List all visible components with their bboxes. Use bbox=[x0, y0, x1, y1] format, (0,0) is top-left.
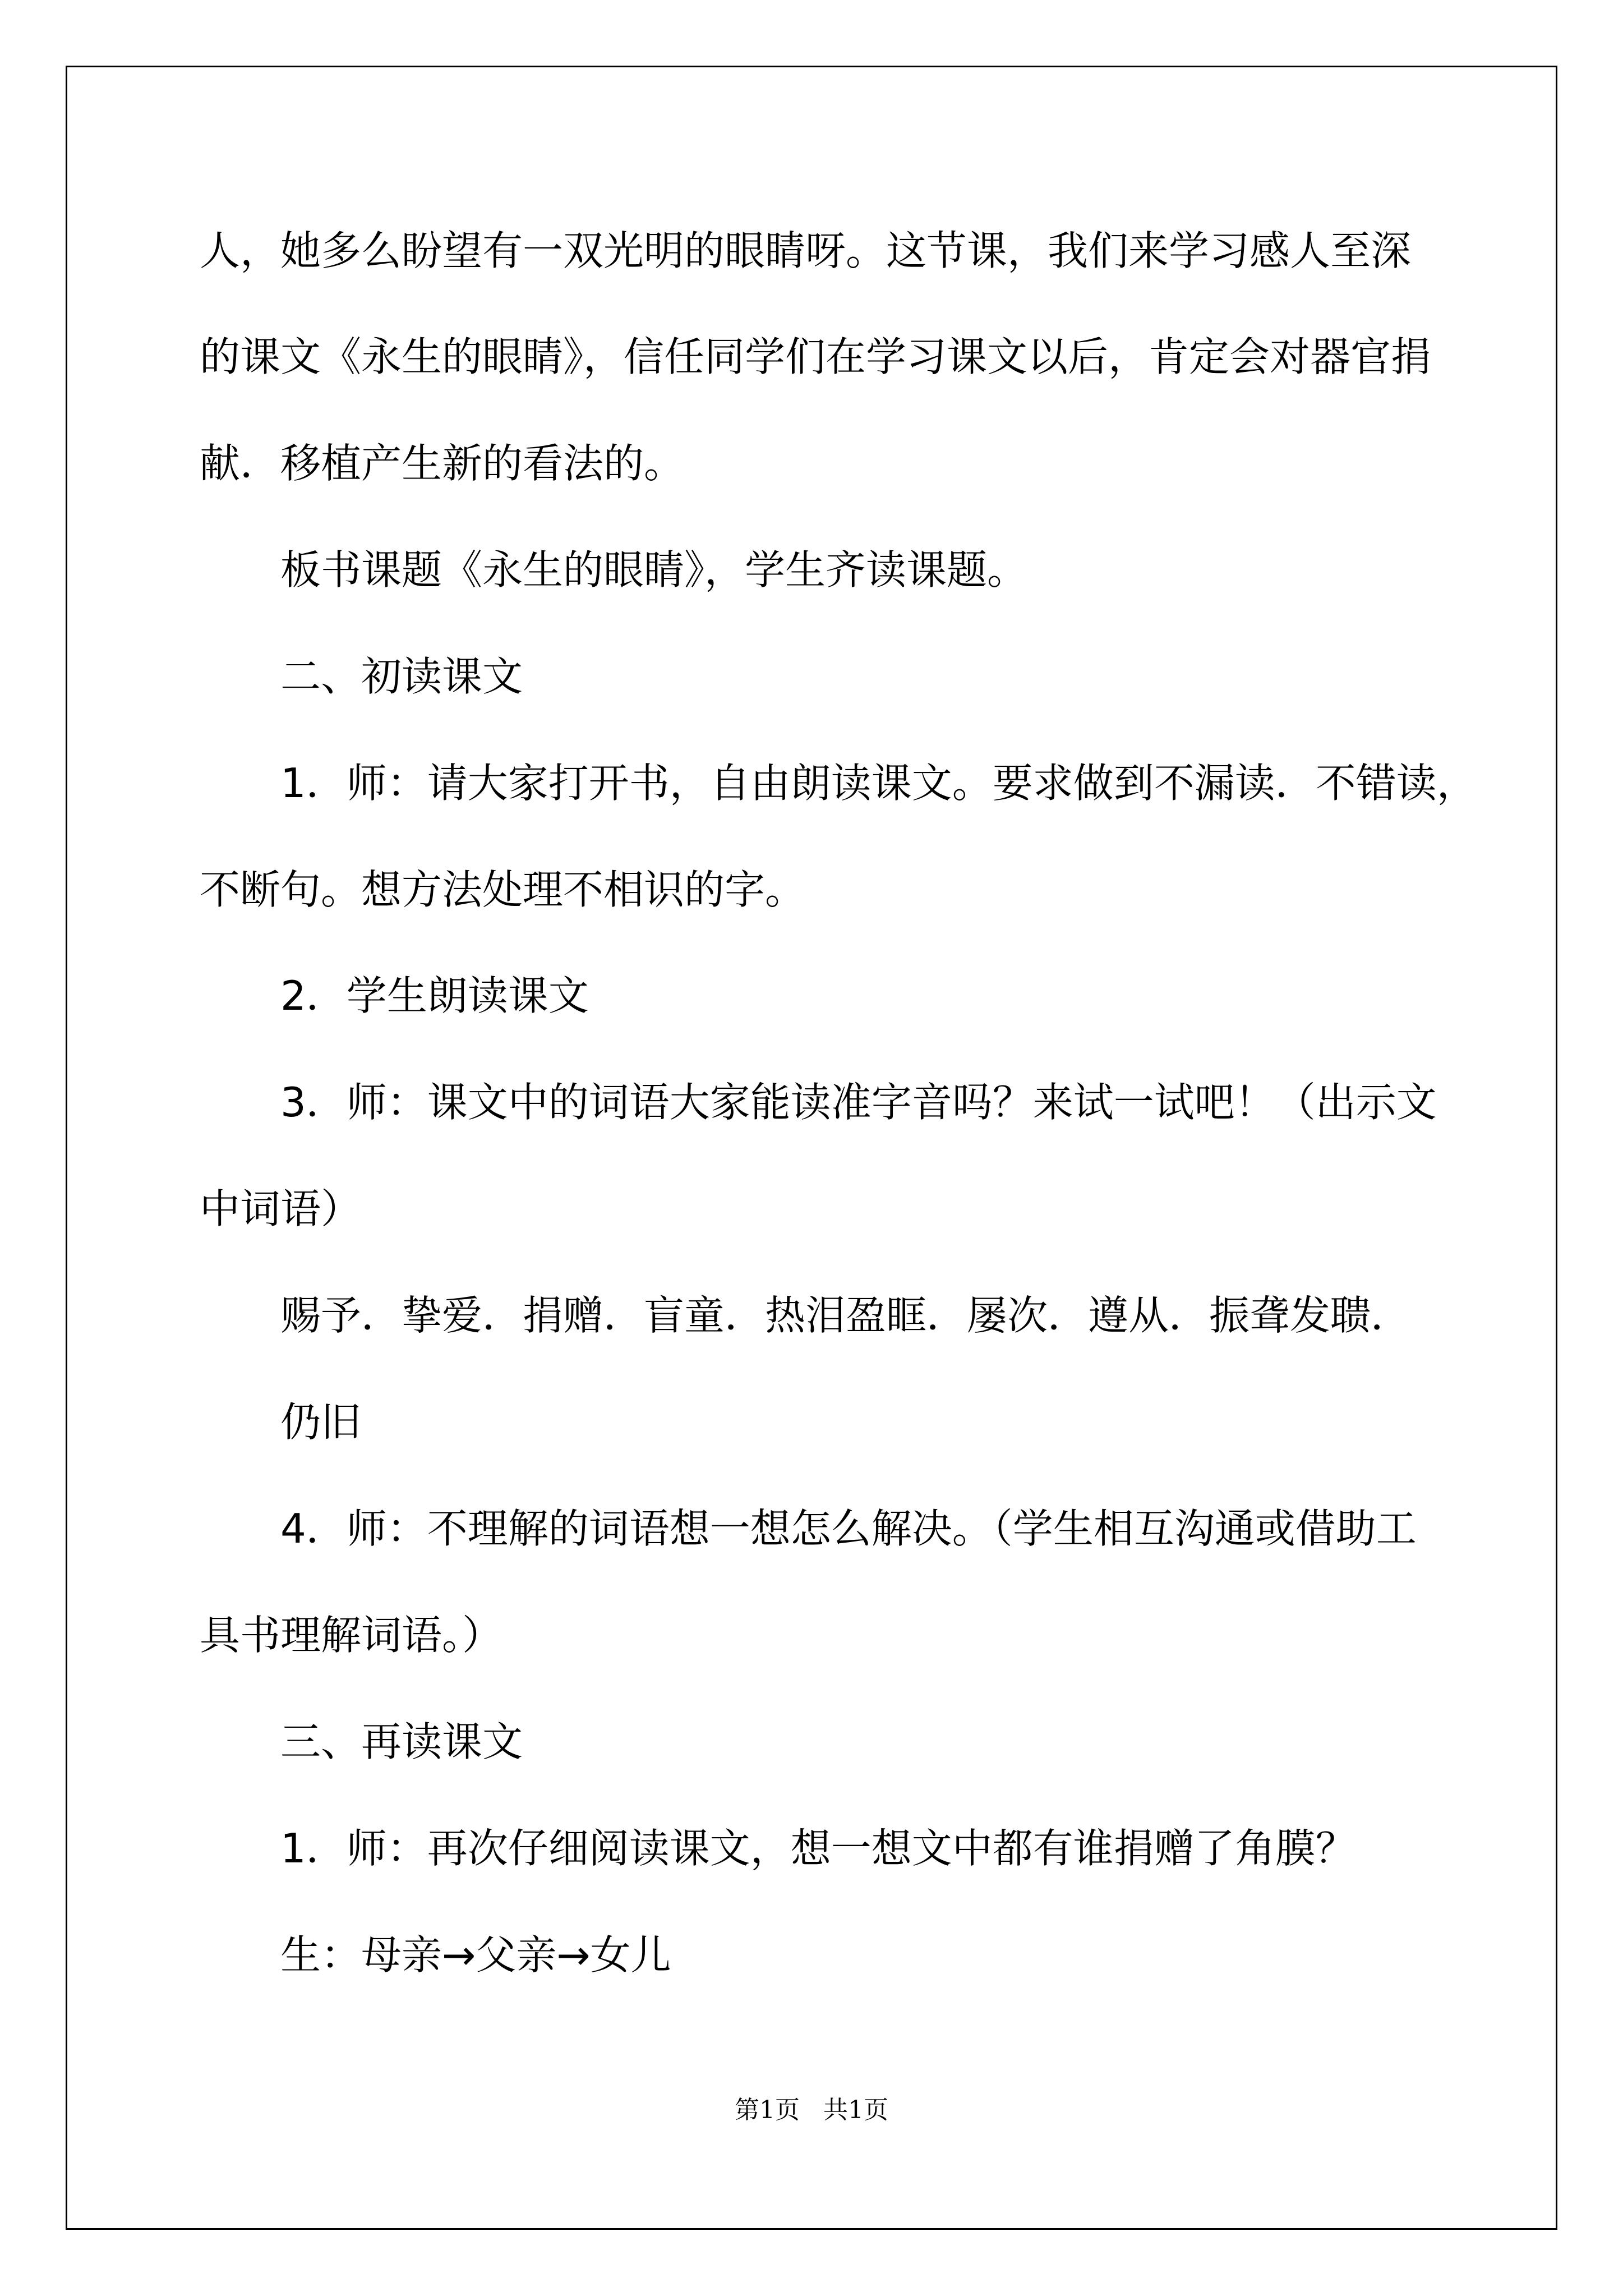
page-border bbox=[66, 66, 1557, 2230]
page-footer: 第1页 共1页 bbox=[735, 2096, 888, 2124]
